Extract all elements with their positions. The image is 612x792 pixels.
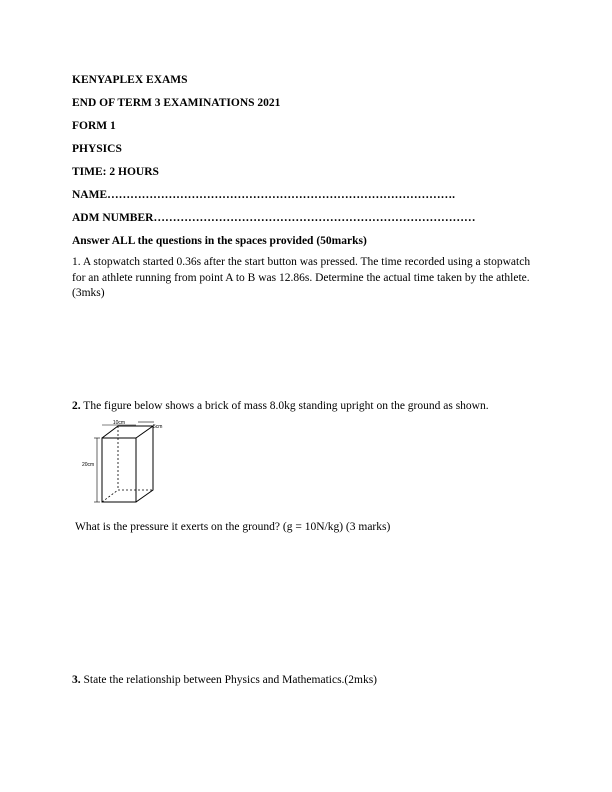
height-label: 20cm bbox=[82, 462, 95, 468]
question-1 bbox=[72, 255, 542, 302]
name-field: NAME………………………………………………………………………………. bbox=[72, 189, 456, 201]
question-2-number: 2. bbox=[72, 400, 81, 412]
question-1-number: 1. bbox=[72, 256, 81, 268]
adm-number-field: ADM NUMBER………………………………………………………………………… bbox=[72, 212, 476, 224]
exam-org: KENYAPLEX EXAMS bbox=[72, 74, 188, 86]
brick-top-face bbox=[102, 426, 153, 438]
width-label: 10cm bbox=[112, 420, 126, 426]
time-label: TIME: 2 HOURS bbox=[72, 166, 159, 178]
question-3-text: State the relationship between Physics and Mathematics.(2mks) bbox=[83, 674, 378, 686]
instructions: Answer ALL the questions in the spaces provided (50marks) bbox=[72, 235, 367, 247]
question-2-text: The figure below shows a brick of mass 8.0kg standing upright on the ground as shown. bbox=[83, 400, 489, 412]
brick-side-face bbox=[136, 426, 153, 502]
question-3-number: 3. bbox=[72, 674, 81, 686]
question-1-text: A stopwatch started 0.36s after the start button was pressed. The time recorded using a stopwatch for an athlete running from point A to B was 12.86s. Determine the actual time taken by the athlete. (3mks) bbox=[72, 256, 531, 299]
depth-label: 5cm bbox=[153, 424, 163, 430]
form-label: FORM 1 bbox=[72, 120, 116, 132]
question-2 bbox=[72, 399, 542, 415]
question-2-subquestion: What is the pressure it exerts on the ground? (g = 10N/kg) (3 marks) bbox=[75, 521, 391, 533]
brick-hidden-edge bbox=[102, 490, 118, 502]
question-3 bbox=[72, 673, 542, 689]
brick-figure bbox=[80, 418, 170, 508]
exam-title: END OF TERM 3 EXAMINATIONS 2021 bbox=[72, 97, 281, 109]
brick-front-face bbox=[102, 438, 136, 502]
subject-label: PHYSICS bbox=[72, 143, 122, 155]
